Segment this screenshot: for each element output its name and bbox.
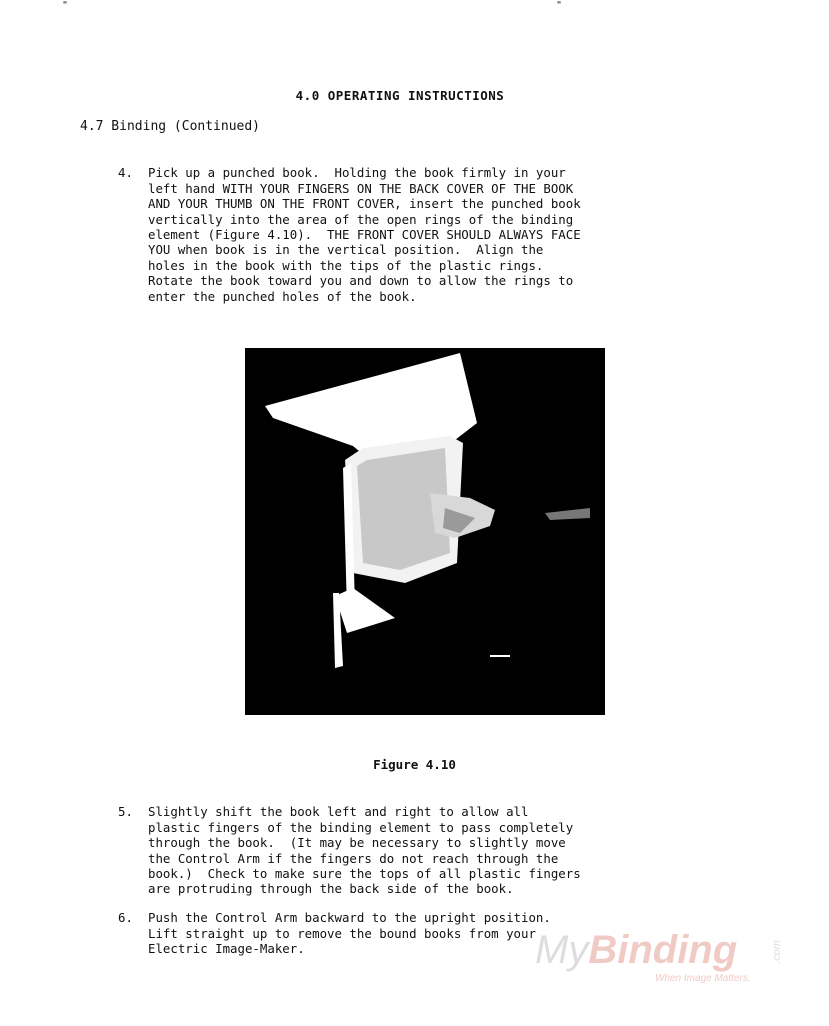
step-line: the Control Arm if the fingers do not reach through the <box>148 850 559 866</box>
step-line: Push the Control Arm backward to the upright position. <box>148 910 551 926</box>
step-line: AND YOUR THUMB ON THE FRONT COVER, insert the punched book <box>148 196 581 212</box>
step-5 <box>118 789 581 897</box>
step-line: element (Figure 4.10). THE FRONT COVER SHOULD ALWAYS FACE <box>148 227 581 243</box>
step-line: Electric Image-Maker. <box>148 941 305 957</box>
step-line: Slightly shift the book left and right to allow all <box>148 804 529 820</box>
figure-photo <box>245 348 605 715</box>
step-line: Rotate the book toward you and down to allow the rings to <box>148 273 574 289</box>
top-mark-left: " <box>62 0 69 11</box>
step-line: Pick up a punched book. Holding the book firmly in your <box>148 165 566 181</box>
step-line: YOU when book is in the vertical position. Align the <box>148 242 544 258</box>
step-6 <box>118 895 551 957</box>
binding-photo-illustration <box>245 348 605 715</box>
step-line: through the book. (It may be necessary to slightly move <box>148 835 566 851</box>
step-line: book.) Check to make sure the tops of all plastic fingers <box>148 866 581 882</box>
step-line: left hand WITH YOUR FINGERS ON THE BACK COVER OF THE BOOK <box>148 180 574 196</box>
figure-caption: Figure 4.10 <box>373 757 456 772</box>
step-number: 5. <box>118 804 133 820</box>
watermark-tagline: When Image Matters. <box>655 973 751 984</box>
mybinding-watermark-logo <box>535 918 795 988</box>
step-line: are protruding through the back side of the book. <box>148 881 514 897</box>
step-number: 6. <box>118 910 133 926</box>
step-line: Lift straight up to remove the bound books from your <box>148 925 536 941</box>
watermark-suffix: .com <box>770 940 783 964</box>
step-line: plastic fingers of the binding element to pass completely <box>148 819 574 835</box>
step-line: enter the punched holes of the book. <box>148 288 417 304</box>
top-mark-right: " <box>556 0 563 11</box>
step-line: holes in the book with the tips of the plastic rings. <box>148 257 544 273</box>
watermark-brand: MyBinding <box>535 928 738 972</box>
step-line: vertically into the area of the open rings of the binding <box>148 211 574 227</box>
step-number: 4. <box>118 165 133 181</box>
section-heading: 4.0 OPERATING INSTRUCTIONS <box>295 88 505 103</box>
subsection-title: 4.7 Binding (Continued) <box>80 119 261 134</box>
step-4 <box>118 150 581 304</box>
